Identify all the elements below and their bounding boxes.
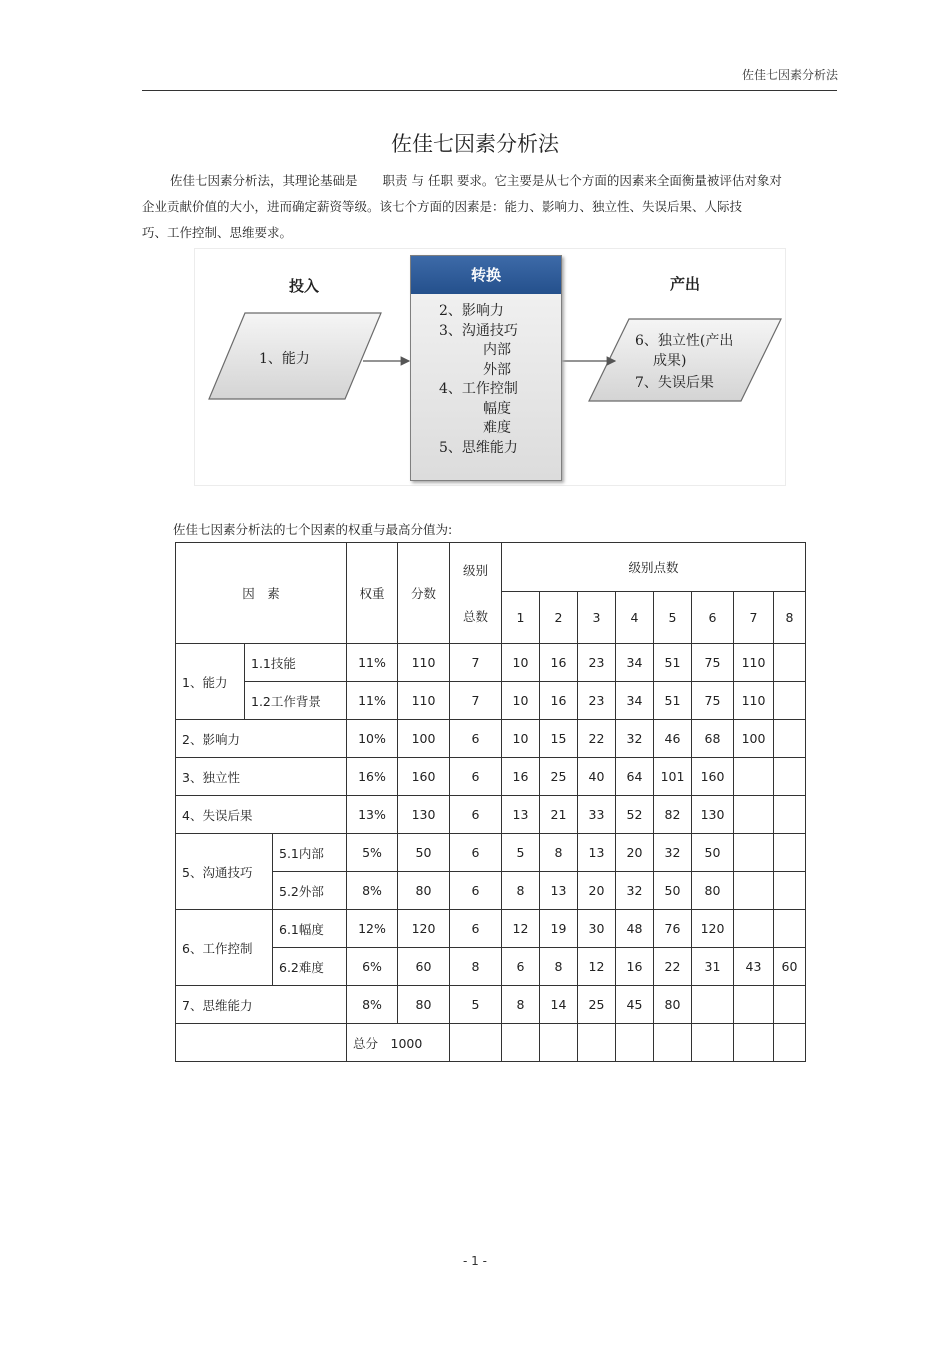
level-point-cell: 75 (692, 682, 734, 720)
level-point-cell (734, 910, 774, 948)
level-point-cell: 64 (616, 758, 654, 796)
level-point-cell (774, 910, 806, 948)
score-cell: 100 (398, 720, 450, 758)
level-point-cell: 8 (540, 834, 578, 872)
level-point-cell: 6 (502, 948, 540, 986)
factor-group: 4、失误后果 (176, 796, 347, 834)
table-row (176, 644, 806, 682)
empty-cell (734, 1024, 774, 1062)
total-blank-cell (176, 1024, 347, 1062)
level-point-cell: 33 (578, 796, 616, 834)
page-title: 佐佳七因素分析法 (391, 132, 559, 156)
factor-sub: 6.1幅度 (273, 910, 347, 948)
empty-cell (654, 1024, 692, 1062)
level-point-cell (774, 644, 806, 682)
level-point-cell: 22 (654, 948, 692, 986)
factor-group: 2、影响力 (176, 720, 347, 758)
level-point-cell: 30 (578, 910, 616, 948)
input-item: 1、能力 (259, 351, 310, 367)
factor-weight-table (175, 542, 806, 1062)
level-point-cell (734, 758, 774, 796)
weight-cell: 10% (347, 720, 398, 758)
level-point-cell: 110 (734, 644, 774, 682)
level-point-cell: 68 (692, 720, 734, 758)
factor-group: 5、沟通技巧 (176, 834, 273, 910)
output-item: 成果) (653, 353, 687, 369)
level-point-cell: 5 (502, 834, 540, 872)
level-total-cell: 8 (450, 948, 502, 986)
level-point-cell: 82 (654, 796, 692, 834)
table-body (176, 543, 806, 1062)
transform-subitem: 内部 (483, 342, 511, 358)
empty-cell (450, 1024, 502, 1062)
level-point-cell: 8 (540, 948, 578, 986)
input-transform-output-diagram (194, 248, 786, 486)
factor-sub: 1.2工作背景 (245, 682, 347, 720)
level-point-cell: 48 (616, 910, 654, 948)
level-point-cell (774, 682, 806, 720)
score-cell: 110 (398, 644, 450, 682)
level-point-cell: 10 (502, 644, 540, 682)
header-level: 8 (774, 592, 806, 644)
level-point-cell: 10 (502, 720, 540, 758)
level-point-cell: 32 (616, 720, 654, 758)
score-cell: 160 (398, 758, 450, 796)
level-point-cell (774, 758, 806, 796)
weight-cell: 11% (347, 644, 398, 682)
level-point-cell (734, 796, 774, 834)
level-point-cell: 13 (502, 796, 540, 834)
table-row (176, 986, 806, 1024)
level-total-cell: 6 (450, 834, 502, 872)
level-point-cell: 21 (540, 796, 578, 834)
level-point-cell: 10 (502, 682, 540, 720)
intro-line-2: 企业贡献价值的大小，进而确定薪资等级。该七个方面的因素是：能力、影响力、独立性、失误后果、人际技 (142, 199, 743, 214)
table-row (176, 682, 806, 720)
level-point-cell: 60 (774, 948, 806, 986)
score-cell: 80 (398, 872, 450, 910)
header-level-points: 级别点数 (502, 543, 806, 592)
level-total-cell: 6 (450, 872, 502, 910)
page-number: - 1 - (463, 1254, 487, 1268)
level-point-cell (692, 986, 734, 1024)
level-point-cell: 13 (578, 834, 616, 872)
header-level-total-bottom: 总数 (462, 609, 488, 624)
table-row (176, 796, 806, 834)
level-total-cell: 5 (450, 986, 502, 1024)
level-point-cell: 20 (616, 834, 654, 872)
transform-title: 转换 (411, 256, 561, 294)
transform-item: 2、影响力 (439, 303, 504, 319)
weight-cell: 11% (347, 682, 398, 720)
level-point-cell: 76 (654, 910, 692, 948)
table-caption: 佐佳七因素分析法的七个因素的权重与最高分值为: (173, 522, 453, 537)
score-cell: 60 (398, 948, 450, 986)
weight-cell: 8% (347, 986, 398, 1024)
level-point-cell: 50 (654, 872, 692, 910)
transform-subitem: 外部 (483, 361, 511, 378)
empty-cell (578, 1024, 616, 1062)
level-point-cell (774, 796, 806, 834)
level-point-cell: 12 (578, 948, 616, 986)
header-level: 2 (540, 592, 578, 644)
level-point-cell: 43 (734, 948, 774, 986)
level-point-cell: 16 (540, 644, 578, 682)
header-factor: 因 素 (176, 543, 347, 644)
empty-cell (692, 1024, 734, 1062)
transform-list (411, 294, 561, 458)
table-row (176, 910, 806, 948)
level-point-cell: 160 (692, 758, 734, 796)
level-point-cell: 51 (654, 682, 692, 720)
header-level-total-top: 级别 (462, 563, 488, 578)
header-level: 6 (692, 592, 734, 644)
level-point-cell (774, 872, 806, 910)
level-point-cell: 14 (540, 986, 578, 1024)
running-header: 佐佳七因素分析法 (741, 68, 838, 82)
output-item: 7、失误后果 (635, 375, 714, 391)
output-item: 6、独立性(产出 (635, 333, 734, 349)
level-total-cell: 7 (450, 682, 502, 720)
transform-subitem: 难度 (483, 420, 511, 436)
level-point-cell: 31 (692, 948, 734, 986)
weight-cell: 8% (347, 872, 398, 910)
factor-group: 7、思维能力 (176, 986, 347, 1024)
level-point-cell: 16 (502, 758, 540, 796)
transform-item: 3、沟通技巧 (439, 322, 518, 339)
level-point-cell: 40 (578, 758, 616, 796)
level-point-cell: 12 (502, 910, 540, 948)
level-point-cell: 25 (578, 986, 616, 1024)
factor-group: 6、工作控制 (176, 910, 273, 986)
score-cell: 130 (398, 796, 450, 834)
table-row (176, 758, 806, 796)
header-weight: 权重 (347, 543, 398, 644)
empty-cell (540, 1024, 578, 1062)
level-point-cell: 52 (616, 796, 654, 834)
level-point-cell: 34 (616, 682, 654, 720)
level-point-cell: 19 (540, 910, 578, 948)
level-point-cell: 51 (654, 644, 692, 682)
header-level: 7 (734, 592, 774, 644)
header-score: 分数 (398, 543, 450, 644)
header-level: 4 (616, 592, 654, 644)
level-point-cell: 25 (540, 758, 578, 796)
weight-cell: 12% (347, 910, 398, 948)
score-cell: 80 (398, 986, 450, 1024)
level-point-cell: 22 (578, 720, 616, 758)
level-point-cell: 45 (616, 986, 654, 1024)
level-point-cell: 32 (616, 872, 654, 910)
level-point-cell: 110 (734, 682, 774, 720)
transform-item: 4、工作控制 (439, 381, 518, 397)
transform-item: 5、思维能力 (439, 439, 518, 456)
score-cell: 110 (398, 682, 450, 720)
header-divider (142, 90, 837, 91)
level-point-cell: 32 (654, 834, 692, 872)
input-title: 投入 (289, 277, 320, 295)
factor-sub: 5.2外部 (273, 872, 347, 910)
header-level-total (450, 543, 502, 644)
level-point-cell: 8 (502, 872, 540, 910)
header-row (176, 543, 806, 592)
factor-group: 3、独立性 (176, 758, 347, 796)
weight-cell: 5% (347, 834, 398, 872)
empty-cell (774, 1024, 806, 1062)
level-point-cell: 80 (654, 986, 692, 1024)
level-total-cell: 6 (450, 910, 502, 948)
level-point-cell: 16 (616, 948, 654, 986)
level-point-cell: 16 (540, 682, 578, 720)
level-total-cell: 7 (450, 644, 502, 682)
total-score-cell: 总分 1000 (347, 1024, 450, 1062)
level-total-cell: 6 (450, 796, 502, 834)
table-total-row (176, 1024, 806, 1062)
level-point-cell (774, 986, 806, 1024)
intro-line-3: 巧、工作控制、思维要求。 (142, 225, 293, 240)
level-point-cell: 8 (502, 986, 540, 1024)
factor-group: 1、能力 (176, 644, 245, 720)
score-cell: 50 (398, 834, 450, 872)
factor-sub: 6.2难度 (273, 948, 347, 986)
table-row (176, 720, 806, 758)
level-point-cell: 75 (692, 644, 734, 682)
level-point-cell (774, 834, 806, 872)
level-point-cell: 34 (616, 644, 654, 682)
header-level: 5 (654, 592, 692, 644)
level-point-cell: 15 (540, 720, 578, 758)
level-point-cell: 130 (692, 796, 734, 834)
level-total-cell: 6 (450, 758, 502, 796)
level-point-cell: 20 (578, 872, 616, 910)
empty-cell (502, 1024, 540, 1062)
header-level: 1 (502, 592, 540, 644)
level-point-cell: 13 (540, 872, 578, 910)
level-point-cell (734, 986, 774, 1024)
level-point-cell: 100 (734, 720, 774, 758)
level-point-cell (734, 872, 774, 910)
table-row (176, 834, 806, 872)
level-point-cell: 46 (654, 720, 692, 758)
intro-paragraph (142, 168, 807, 246)
transform-box (410, 255, 562, 481)
header-level: 3 (578, 592, 616, 644)
level-point-cell: 101 (654, 758, 692, 796)
weight-cell: 16% (347, 758, 398, 796)
level-point-cell: 80 (692, 872, 734, 910)
score-cell: 120 (398, 910, 450, 948)
empty-cell (616, 1024, 654, 1062)
level-point-cell: 50 (692, 834, 734, 872)
level-point-cell (774, 720, 806, 758)
factor-sub: 1.1技能 (245, 644, 347, 682)
factor-sub: 5.1内部 (273, 834, 347, 872)
level-point-cell: 120 (692, 910, 734, 948)
transform-subitem: 幅度 (483, 400, 511, 417)
weight-cell: 6% (347, 948, 398, 986)
level-point-cell: 23 (578, 644, 616, 682)
level-point-cell (734, 834, 774, 872)
level-point-cell: 23 (578, 682, 616, 720)
output-title: 产出 (670, 275, 701, 293)
intro-line-1: 佐佳七因素分析法，其理论基础是 职责 与 任职 要求。它主要是从七个方面的因素来全面衡量被评估对象对 (170, 173, 782, 188)
weight-cell: 13% (347, 796, 398, 834)
level-total-cell: 6 (450, 720, 502, 758)
